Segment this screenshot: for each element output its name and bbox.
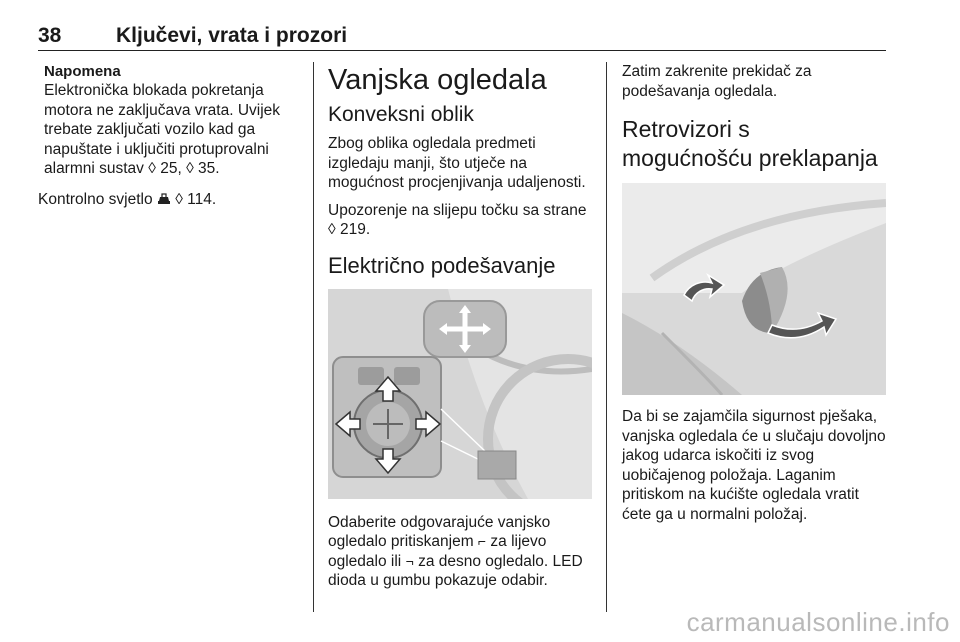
watermark: carmanualsonline.info	[686, 607, 950, 637]
column-divider	[606, 62, 607, 612]
warning-light-paragraph: Kontrolno svjetlo ◊ 114.	[38, 190, 217, 208]
column-right	[622, 62, 886, 532]
car-lock-icon	[157, 193, 171, 205]
column-left	[38, 62, 292, 217]
electric-heading: Električno podešavanje	[328, 252, 556, 278]
right-mirror-icon: ¬	[405, 552, 414, 569]
column-middle	[328, 62, 592, 599]
mirror-switch-illustration	[328, 289, 592, 499]
running-title: Ključevi, vrata i prozori	[116, 24, 348, 47]
note-refs: ◊ 25, ◊ 35.	[148, 160, 220, 177]
folding-heading: Retrovizori s mogućnošću preklapanja	[622, 116, 878, 171]
blindspot-text: Upozorenje na slijepu točku sa strane ◊ 219.	[328, 201, 587, 238]
convex-heading: Konveksni oblik	[328, 103, 474, 126]
note-title: Napomena	[44, 63, 121, 80]
folding-text: Da bi se zajamčila sigurnost pješaka, vanjska ogledala će u slučaju dovoljno jakog udarca iskočiti iz svog uobičajenog položaja. Laganim pritiskom na kućište ogledala vratit ćete ga u normalni položaj.	[622, 408, 886, 523]
convex-text: Zbog oblika ogledala predmeti izgledaju manji, što utječe na mogućnost procjenjivanja udaljenosti.	[328, 135, 586, 191]
column-divider	[313, 62, 314, 612]
section-title: Vanjska ogledala	[328, 64, 547, 96]
folding-mirror-illustration	[622, 183, 886, 395]
note-box	[38, 62, 292, 179]
left-mirror-icon: ⌐	[477, 533, 487, 549]
page-header	[38, 24, 886, 51]
turn-switch-text: Zatim zakrenite prekidač za podešavanja ogledala.	[622, 63, 812, 100]
blindspot-ref: ◊ 219.	[328, 221, 371, 238]
select-mirror-text: Odaberite odgovarajuće vanjsko ogledalo pritiskanjem ⌐ za lijevo ogledalo ili ¬ za desno ogledalo. LED dioda u gumbu pokazuje odabir.	[328, 513, 583, 589]
warning-light-ref: ◊ 114.	[175, 190, 217, 208]
page-number: 38	[38, 24, 62, 47]
note-text: Elektronička blokada pokretanja motora ne zaključava vrata. Uvijek trebate zaključati vozilo kad ga napuštate i uključiti protuprovalni alarmni sustav ◊ 25, ◊ 35.	[44, 82, 281, 177]
